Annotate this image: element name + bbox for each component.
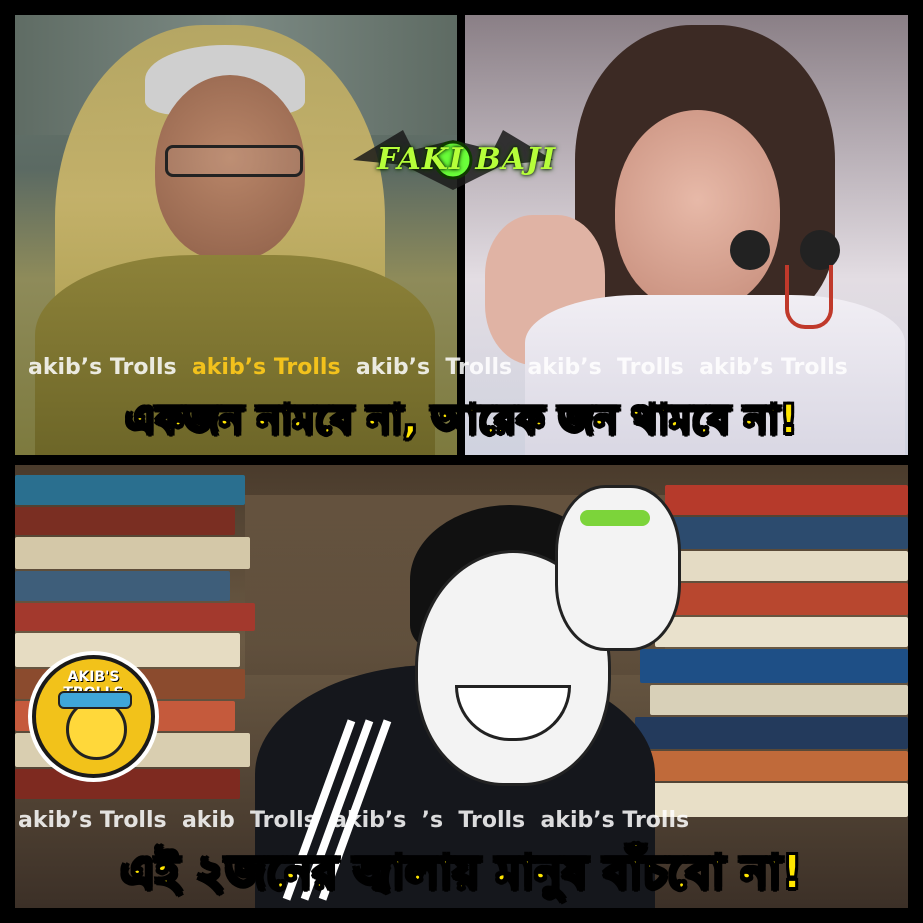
watermark-segment: Trolls <box>250 808 317 833</box>
watermark-segment: akib’s Trolls <box>540 808 690 833</box>
book <box>645 583 908 615</box>
watermark-segment: ’s <box>421 808 444 833</box>
microphone-1 <box>730 230 770 270</box>
watermark-bottom <box>18 808 689 833</box>
watermark-segment: akib’s Trolls <box>699 355 848 380</box>
watermark-top <box>28 355 848 380</box>
book <box>15 633 240 667</box>
watermark-segment: akib’s Trolls <box>191 355 341 380</box>
watermark-segment: akib’s <box>355 355 431 380</box>
mic-cable <box>785 265 833 329</box>
book <box>645 751 908 781</box>
green-wristband <box>580 510 650 526</box>
caption-top: একজন নামবে না, আরেক জন থামবে না! <box>125 397 798 443</box>
watermark-segment: akib’s Trolls <box>18 808 167 833</box>
watermark-segment: akib’s <box>527 355 602 380</box>
book <box>655 617 908 647</box>
faki-baji-logo-icon <box>343 120 563 200</box>
book <box>660 551 908 581</box>
book <box>15 571 230 601</box>
book <box>15 537 250 569</box>
book <box>650 685 908 715</box>
glasses-shape <box>165 145 303 177</box>
faki-baji-logo-text: FAKI BAJI <box>377 142 557 177</box>
book <box>15 603 255 631</box>
akibs-trolls-badge-icon <box>32 655 155 778</box>
book <box>15 507 235 535</box>
book <box>665 485 908 515</box>
book <box>15 769 240 799</box>
watermark-segment: Trolls <box>445 355 513 380</box>
watermark-segment: akib <box>181 808 235 833</box>
akibs-trolls-badge-text: AKIB'S <box>67 669 120 685</box>
face-shape-right <box>615 110 780 310</box>
book <box>640 649 908 683</box>
caption-bottom: এই ২জনের জ্বালায় মানুষ বাঁচবো না! <box>120 845 803 899</box>
book <box>635 717 908 749</box>
watermark-segment: Trolls <box>458 808 526 833</box>
book <box>15 475 245 505</box>
watermark-segment: akib’s Trolls <box>28 355 177 380</box>
book <box>655 517 908 549</box>
badge-cap-shape <box>58 691 132 709</box>
watermark-segment: Trolls <box>617 355 684 380</box>
microphone-2 <box>800 230 840 270</box>
watermark-segment: akib’s <box>332 808 407 833</box>
